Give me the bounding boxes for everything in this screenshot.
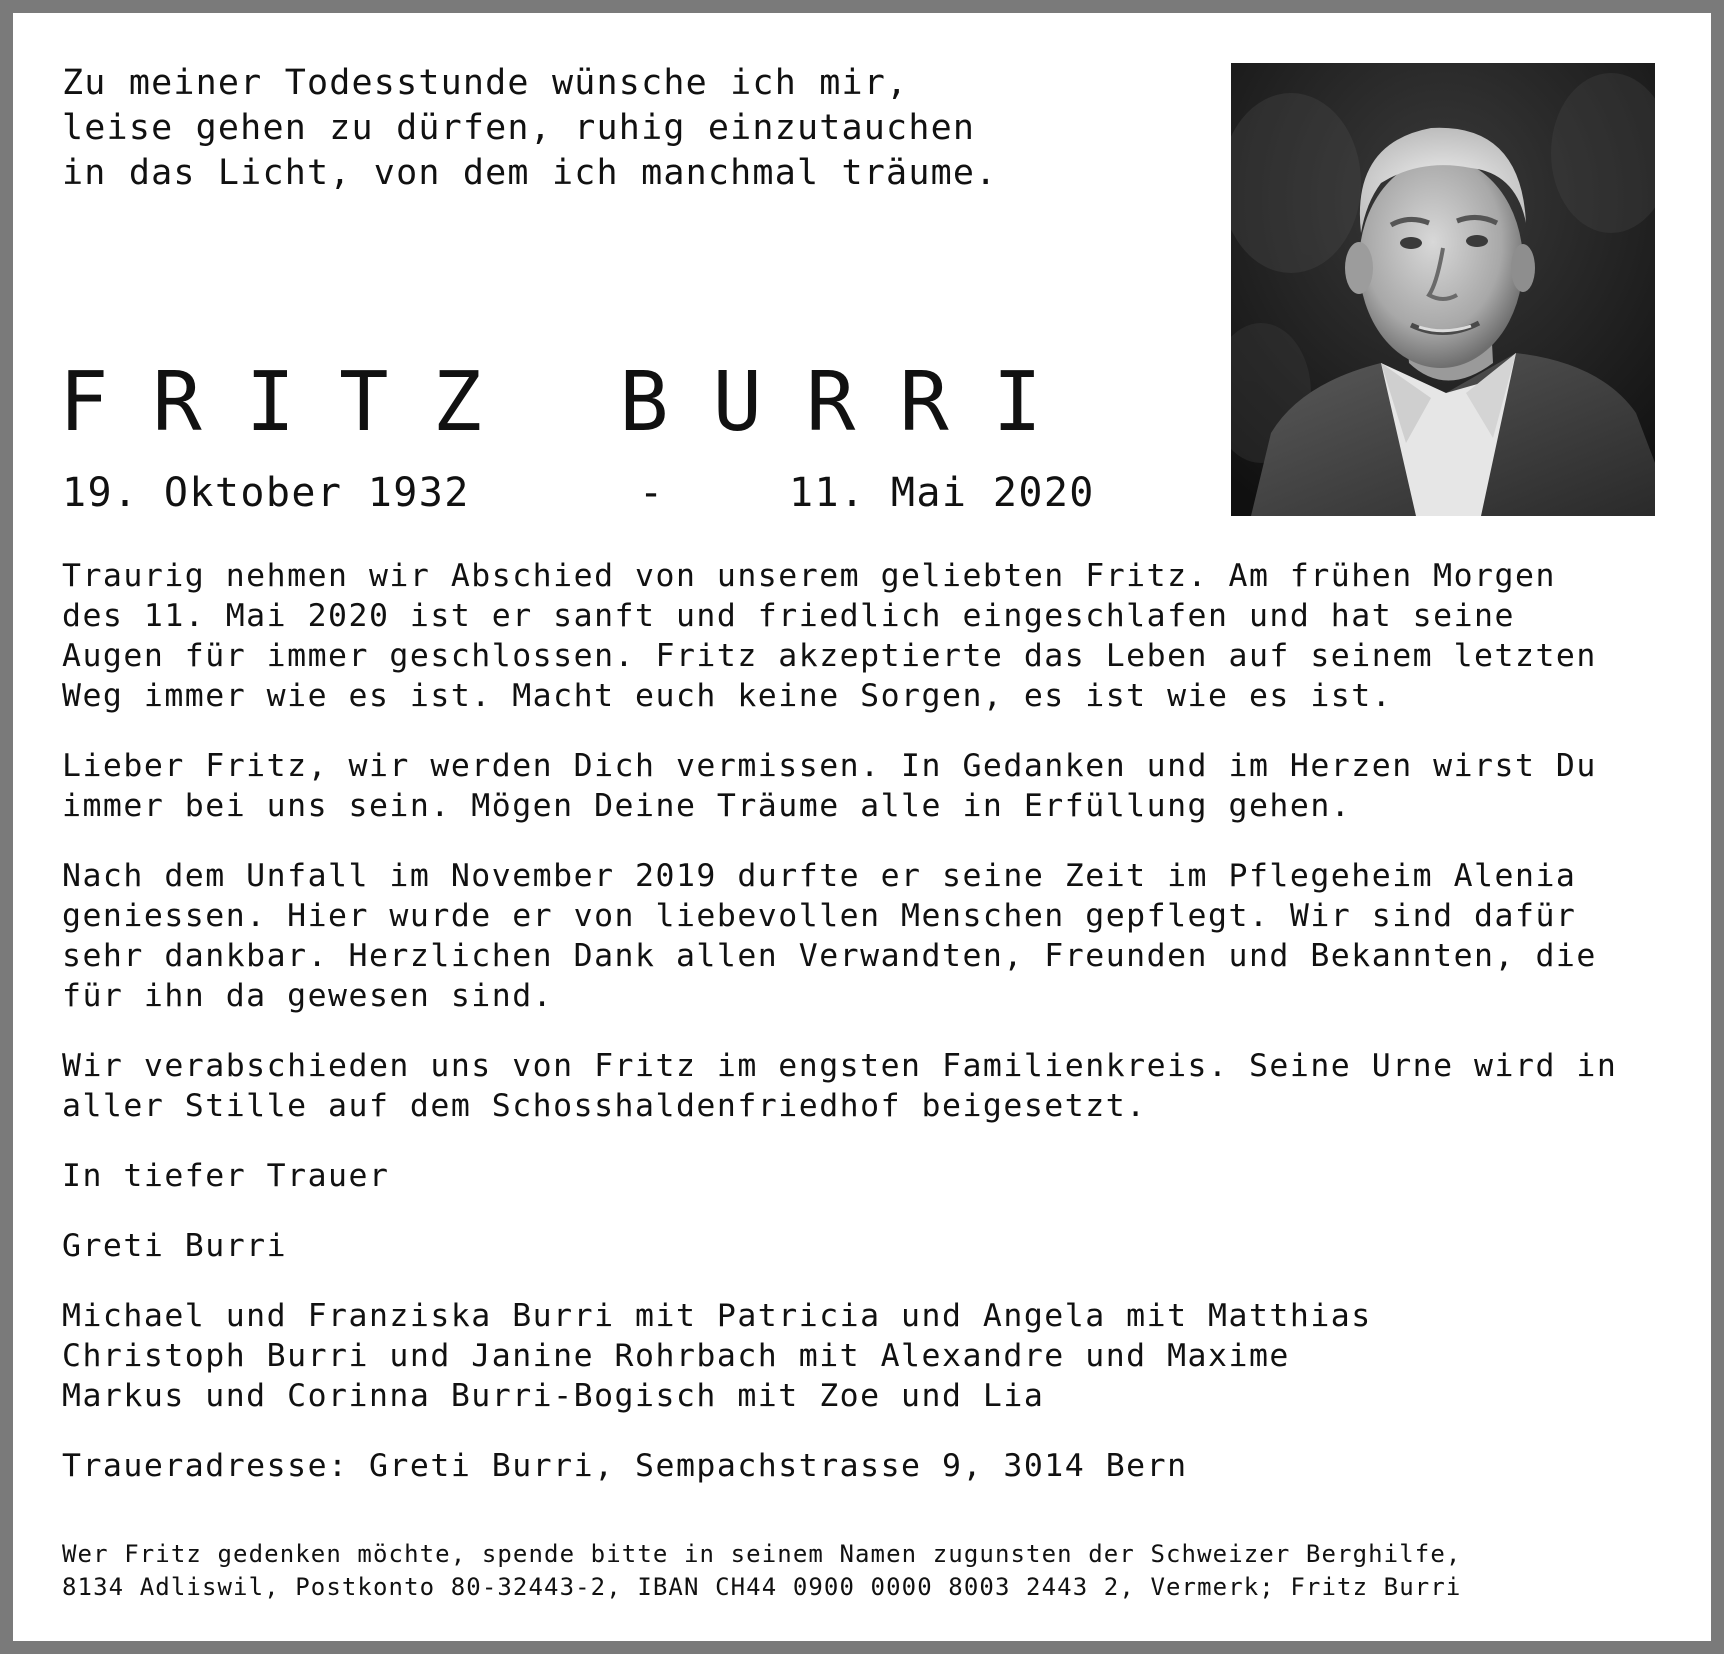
text-line: Nach dem Unfall im November 2019 durfte er seine Zeit im Pflegeheim Alenia [62, 858, 1577, 894]
text-line: Weg immer wie es ist. Macht euch keine Sorgen, es ist wie es ist. [62, 678, 1393, 714]
obituary-body [62, 556, 1682, 1516]
text-line: Traueradresse: Greti Burri, Sempachstrasse 9, 3014 Bern [62, 1448, 1188, 1484]
birth-date: 19. Oktober 1932 [62, 470, 470, 516]
text-line: Lieber Fritz, wir werden Dich vermissen. In Gedanken und im Herzen wirst Du [62, 748, 1597, 784]
text-line: Augen für immer geschlossen. Fritz akzeptierte das Leben auf seinem letzten [62, 638, 1597, 674]
text-line: Wir verabschieden uns von Fritz im engsten Familienkreis. Seine Urne wird in [62, 1048, 1618, 1084]
text-line: Traurig nehmen wir Abschied von unserem geliebten Fritz. Am frühen Morgen [62, 558, 1556, 594]
text-line: des 11. Mai 2020 ist er sanft und friedlich eingeschlafen und hat seine [62, 598, 1515, 634]
poem-line: leise gehen zu dürfen, ruhig einzutauchen [62, 108, 976, 148]
paragraph-burial [62, 1046, 1682, 1126]
text-line: aller Stille auf dem Schosshaldenfriedhof beigesetzt. [62, 1088, 1147, 1124]
obituary-notice [13, 13, 1711, 1641]
poem-line: Zu meiner Todesstunde wünsche ich mir, [62, 63, 909, 103]
paragraph-care-home [62, 856, 1682, 1016]
death-date: 11. Mai 2020 [789, 470, 1095, 516]
text-line: geniessen. Hier wurde er von liebevollen Menschen gepflegt. Wir sind dafür [62, 898, 1577, 934]
donation-note [62, 1538, 1461, 1604]
text-line: für ihn da gewesen sind. [62, 978, 554, 1014]
footer-line: Wer Fritz gedenken möchte, spende bitte in seinem Namen zugunsten der Schweizer Berghilfe, [62, 1540, 1462, 1568]
date-separator: - [639, 470, 664, 516]
footer-line: 8134 Adliswil, Postkonto 80-32443-2, IBAN CH44 0900 0000 8003 2443 2, Vermerk; Fritz Burri [62, 1573, 1462, 1601]
poem-line: in das Licht, von dem ich manchmal träume. [62, 153, 998, 193]
opening-poem [62, 61, 997, 196]
mourning-address [62, 1446, 1682, 1486]
text-line: In tiefer Trauer [62, 1158, 390, 1194]
text-line: sehr dankbar. Herzlichen Dank allen Verwandten, Freunden und Bekannten, die [62, 938, 1597, 974]
portrait-photo [1231, 63, 1655, 516]
family-line: Christoph Burri und Janine Rohrbach mit Alexandre und Maxime [62, 1338, 1290, 1374]
mourning-phrase [62, 1156, 1682, 1196]
family-line: Markus und Corinna Burri-Bogisch mit Zoe und Lia [62, 1378, 1045, 1414]
mourner-spouse [62, 1226, 1682, 1266]
deceased-name: FRITZ BURRI [59, 355, 1087, 450]
mourner-family-list [62, 1296, 1682, 1416]
paragraph-remembrance [62, 746, 1682, 826]
paragraph-farewell [62, 556, 1682, 716]
family-line: Michael und Franziska Burri mit Patricia und Angela mit Matthias [62, 1298, 1372, 1334]
text-line: immer bei uns sein. Mögen Deine Träume alle in Erfüllung gehen. [62, 788, 1352, 824]
text-line: Greti Burri [62, 1228, 288, 1264]
